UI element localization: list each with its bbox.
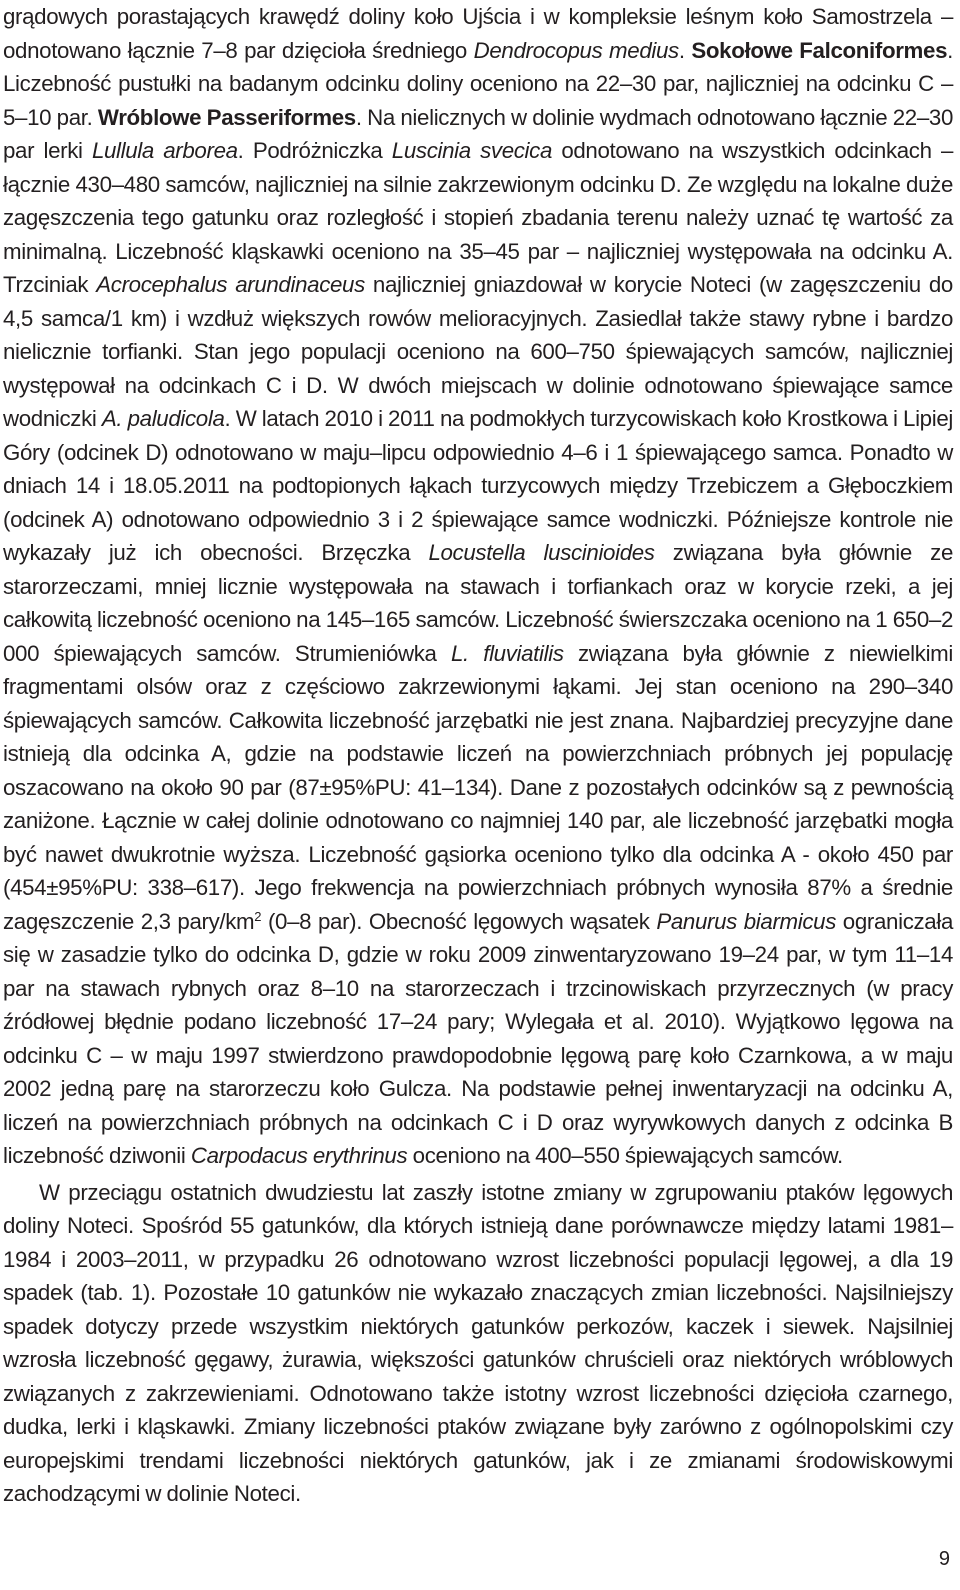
- species-name: Carpodacus erythrinus: [190, 1143, 408, 1168]
- text-run: ograniczała się w zasadzie tylko do odcinka D, gdzie w roku 2009 zinwentaryzowano 19–24 par, w tym 11–14 par na stawach rybnych oraz 8–10 na starorzeczach i trzcinowiskach przyrzecznych (w pracy źródłowej błędnie podano liczebność 17–24 pary; Wylegała et al. 2010). Wyjątkowo lęgowa na odcinku C – w maju 1997 stwierdzono prawdopodobnie lęgową parę koło Czarnkowa, a w maju 2002 jedną parę na starorzeczu koło Gulcza. Na podstawie pełnej inwentaryzacji na odcinku A, liczeń na powierzchniach próbnych na odcinkach C i D oraz wyrywkowych danych z odcinka B liczebność dziwonii: [3, 908, 953, 1168]
- species-name: Dendrocopus medius: [473, 37, 679, 63]
- species-name: Acrocephalus arundinaceus: [96, 272, 365, 297]
- text-run: (0–8 par). Obecność lęgowych wąsatek: [261, 908, 657, 934]
- paragraph-species-accounts: [3, 0, 953, 1173]
- species-name: L. fluviatilis: [450, 640, 564, 666]
- text-run: najliczniej gniazdował w korycie Noteci (w zagęszczeniu do 4,5 samca/1 km) i wzdłuż większych rowów melioracyjnych. Zasiedlał także stawy rybne i bardzo nielicznie torfianki. Stan jego populacji oceniono na 600–750 śpiewających samców, najliczniej występował na odcinkach C i D. W dwóch miejscach w dolinie odnotowano śpiewające samce wodniczki: [3, 272, 953, 431]
- paragraph-summary: W przeciągu ostatnich dwudziestu lat zaszły istotne zmiany w zgrupowaniu ptaków lęgowych doliny Noteci. Spośród 55 gatunków, dla których istnieją dane porównawcze między latami 1981–1984 i 2003–2011, w przypadku 26 odnotowano wzrost liczebności populacji lęgowej, a dla 19 spadek (tab. 1). Pozostałe 10 gatunków nie wykazało znaczących zmian liczebności. Najsilniejszy spadek dotyczy przede wszystkim niektórych gatunków perkozów, kaczek i siewek. Najsilniej wzrosła liczebność gęgawy, żurawia, większości gatunków chruścieli oraz niektórych wróblowych związanych z zakrzewieniami. Odnotowano także istotny wzrost liczebności dzięcioła czarnego, dudka, lerki i kląskawki. Zmiany liczebności ptaków związane były zarówno z ogólnopolskimi czy europejskimi trendami liczebności niektórych gatunków, jak i ze zmianami środowiskowymi zachodzącymi w dolinie Noteci.: [3, 1179, 953, 1506]
- text-run: oceniono na 400–550 śpiewających samców.: [407, 1143, 843, 1168]
- text-run: odnotowano na wszystkich odcinkach – łącznie 430–480 samców, najliczniej na silnie zakrzewionym odcinku D. Ze względu na lokalne duże zagęszczenia tego gatunku oraz rozległość i stopień zbadania terenu należy uznać tę wartość za minimalną. Liczebność kląskawki oceniono na 35–45 par – najliczniej występowała na odcinku A. Trzciniak: [3, 138, 954, 297]
- text-run: . W latach 2010 i 2011 na podmokłych turzycowiskach koło Krostkowa i Lipiej Góry (odcinek D) odnotowano w maju–lipcu odpowiednio 4–6 i 1 śpiewającego samca. Ponadto w dniach 14 i 18.05.2011 na podtopionych łąkach turzycowych między Trzebiczem a Głęboczkiem (odcinek A) odnotowano odpowiednio 3 i 2 śpiewające samce wodniczki. Późniejsze kontrole nie wykazały już ich obecności. Brzęczka: [3, 406, 953, 565]
- species-name: A. paludicola: [101, 406, 225, 431]
- order-heading: Wróblowe Passeriformes: [97, 104, 356, 130]
- text-run: związana była głównie z niewielkimi fragmentami olsów oraz z częściowo zakrzewionymi łąkami. Jej stan oceniono na 290–340 śpiewających samców. Całkowita liczebność jarzębatki nie jest znana. Najbardziej precyzyjne dane istnieją dla odcinka A, gdzie na podstawie liczeń na powierzchniach próbnych jej populację oszacowano na około 90 par (87±95%PU: 41–134). Dane z pozostałych odcinków są z pewnością zaniżone. Łącznie w całej dolinie odnotowano co najmniej 140 par, ale liczebność jarzębatki mogła być nawet dwukrotnie wyższa. Liczebność gąsiorka oceniono tylko dla odcinka A - około 450 par (454±95%PU: 338–617). Jego frekwencja na powierzchniach próbnych wynosiła 87% a średnie zagęszczenie 2,3 pary/km: [3, 640, 953, 934]
- species-name: Locustella luscinioides: [428, 540, 655, 565]
- species-name: Panurus biarmicus: [656, 908, 837, 934]
- text-run: . Podróżniczka: [237, 138, 392, 163]
- text-run: . Liczebność pustułki na badanym odcinku doliny oceniono na 22–30 par, najliczniej na odcinku C – 5–10 par.: [3, 37, 953, 130]
- superscript: 2: [254, 908, 262, 924]
- text-run: związana była głównie ze starorzeczami, mniej licznie występowała na stawach i torfiankach oraz w korycie rzeki, a jej całkowitą liczebność oceniono na 145–165 samców. Liczebność świerszczaka oceniono na 1 650–2 000 śpiewających samców. Strumieniówka: [3, 540, 953, 666]
- text-run: .: [678, 37, 692, 63]
- species-name: Luscinia svecica: [391, 138, 553, 163]
- page-number: 9: [938, 1548, 950, 1570]
- text-run: grądowych porastających krawędź doliny koło Ujścia i w kompleksie leśnym koło Samostrzela – odnotowano łącznie 7–8 par dzięcioła średniego: [3, 4, 953, 63]
- species-name: Lullula arborea: [91, 138, 238, 163]
- page-body: [3, 0, 953, 1511]
- order-heading: Sokołowe Falconiformes: [691, 37, 948, 63]
- text-run: . Na nielicznych w dolinie wydmach odnotowano łącznie 22–30 par lerki: [3, 104, 954, 163]
